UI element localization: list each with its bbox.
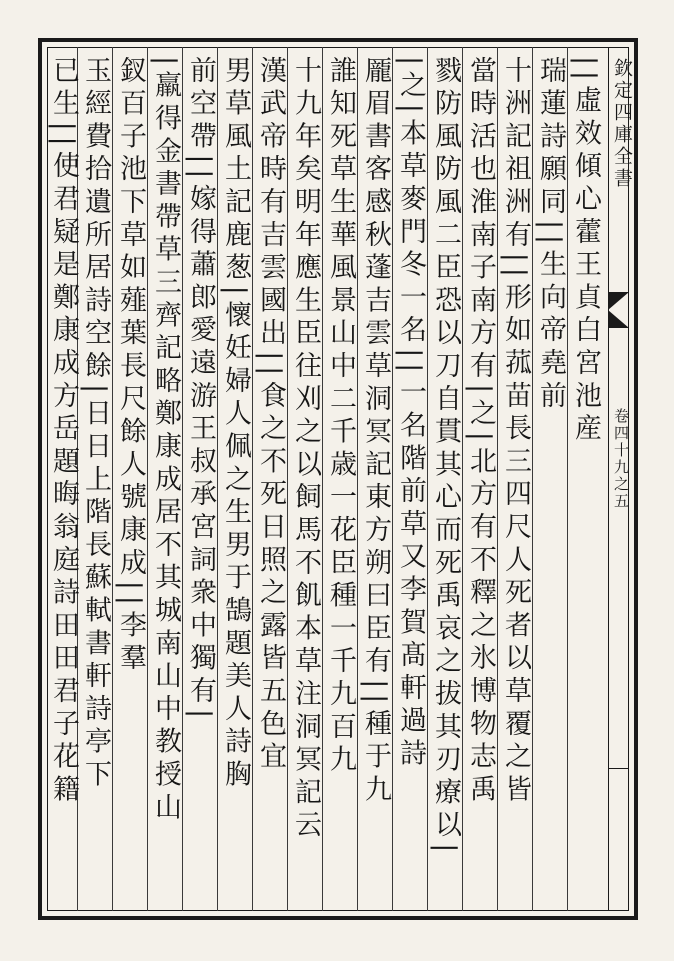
column-separator — [427, 47, 428, 911]
text-column-10: 漢武帝時有吉雲國出||食之不死日照之露皆五色宜 — [255, 56, 286, 775]
text-column-12: 前空帶||嫁得蕭郎愛遠游王叔承宮詞衆中獨有| — [185, 56, 216, 724]
fishtail-mark — [608, 292, 629, 328]
text-column-15: 玉經費拾遺所居詩空餘|日日上階長蘇軾書軒詩亭下 — [80, 56, 111, 793]
text-column-5: 戮防風防風二臣恐以刀自貫其心而死禹哀之拔其刃療以| — [430, 56, 461, 859]
text-column-4: 當時活也淮南子南方有|之|北方有不釋之氷博物志禹 — [465, 56, 496, 808]
column-separator — [462, 47, 463, 911]
column-separator — [182, 47, 183, 911]
column-separator — [497, 47, 498, 911]
column-separator — [392, 47, 393, 911]
text-column-13: |羸得金書帶草三齊記略鄭康成居不其城南山中教授山 — [150, 56, 181, 826]
text-column-8: 誰知死草生華風景山中二千歳一花臣種一千九百九 — [325, 56, 356, 778]
column-separator — [567, 47, 568, 911]
text-column-3: 十洲記祖洲有||形如菰苗長三四尺人死者以草覆之皆 — [500, 56, 531, 808]
margin-book-title: 欽定四庫全書 — [611, 58, 633, 190]
column-separator — [147, 47, 148, 911]
text-column-14: 釵百子池下草如薤葉長尺餘人號康成||李羣 — [115, 56, 146, 677]
column-separator — [252, 47, 253, 911]
column-separator — [322, 47, 323, 911]
margin-rule — [608, 768, 629, 769]
text-column-9: 十九年矣明年應生臣往刈之以飼馬不飢本草注洞冥記云 — [290, 56, 321, 844]
text-column-1: ||虛效傾心藿王貞白宮池産 — [570, 56, 601, 447]
column-separator — [217, 47, 218, 911]
column-separator — [357, 47, 358, 911]
text-column-7: 龎眉書客感秋蓬吉雲草洞冥記東方朔曰臣有||種于九 — [360, 56, 391, 808]
text-column-2: 瑞蓮詩願同||生向帝堯前 — [535, 56, 566, 414]
column-separator — [287, 47, 288, 911]
column-separator — [112, 47, 113, 911]
text-column-11: 男草風土記鹿葱|懷妊婦人佩之生男于鵠題美人詩胸 — [220, 56, 251, 793]
text-column-6: |之|本草麥門冬一名||一名階前草又李賀髙軒過詩 — [395, 56, 426, 772]
margin-juan-number: 卷四十九之五 — [612, 408, 630, 510]
column-separator — [532, 47, 533, 911]
text-column-16: 已生||使君疑是鄭康成方岳題晦翁庭詩田田君子花籍 — [48, 56, 79, 808]
